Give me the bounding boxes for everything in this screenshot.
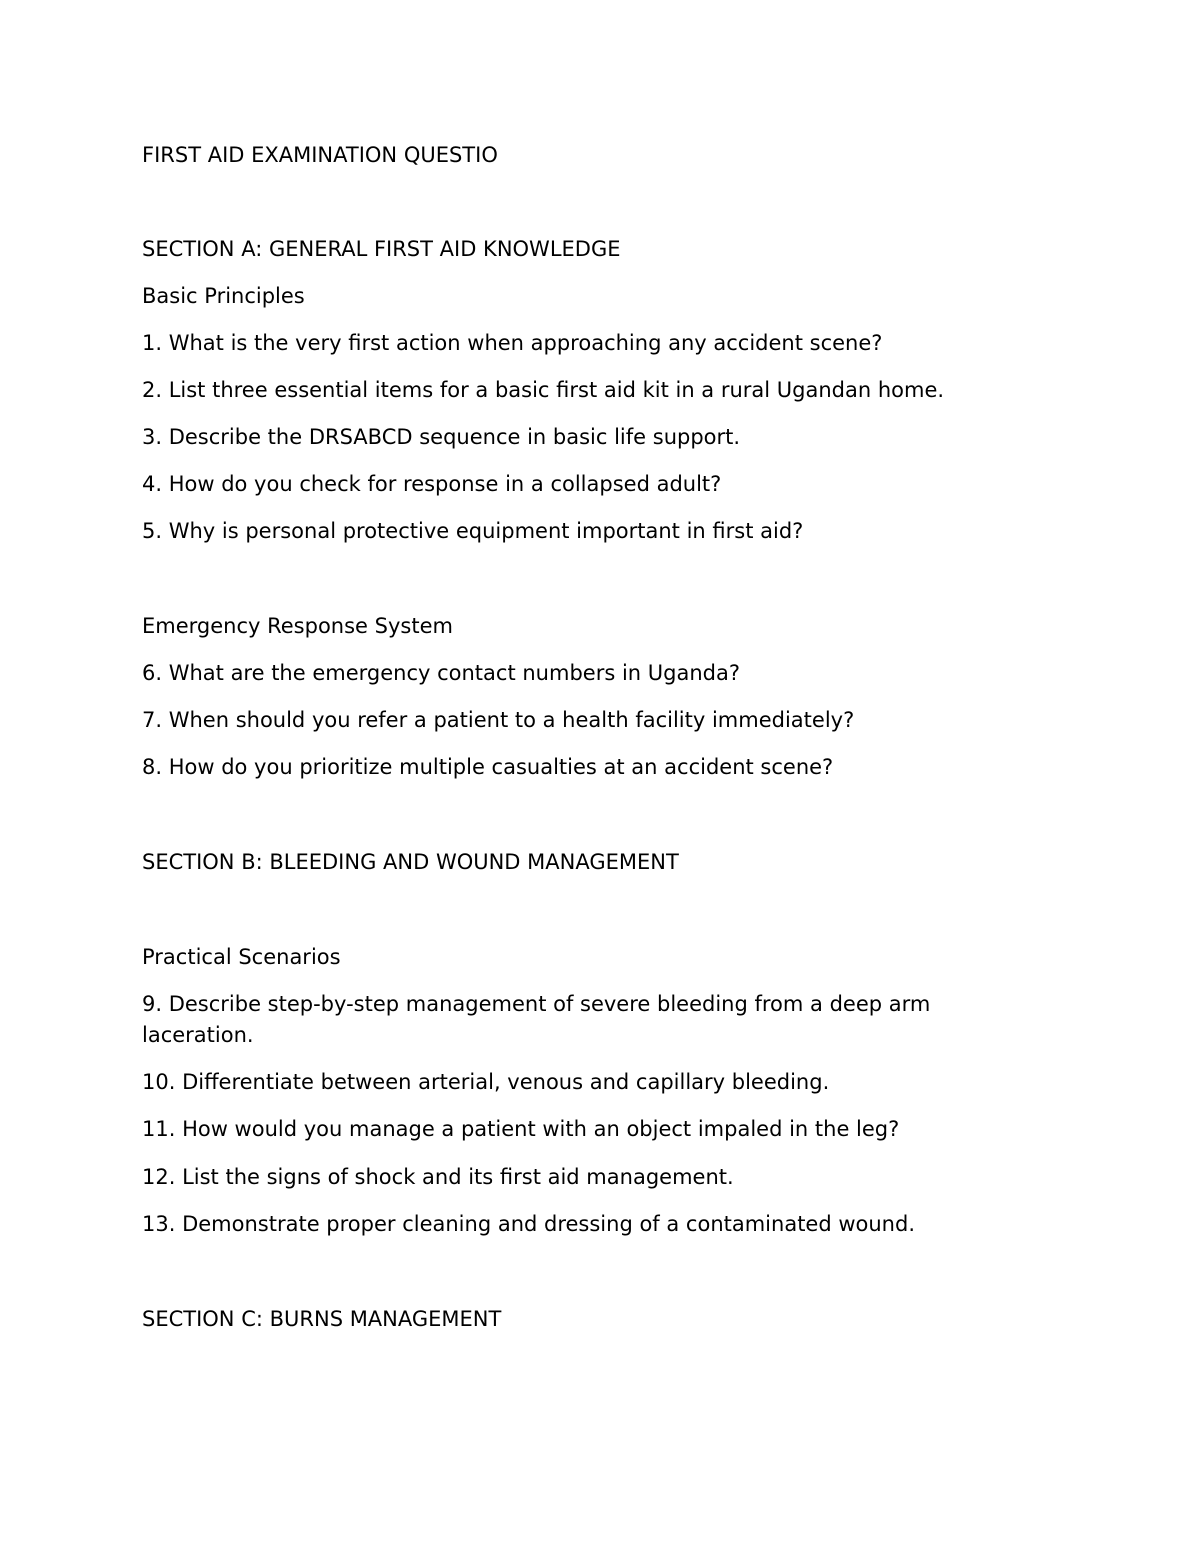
question-11: 11. How would you manage a patient with an object impaled in the leg?: [142, 1117, 900, 1141]
section-c-heading: SECTION C: BURNS MANAGEMENT: [142, 1307, 502, 1331]
document-title: FIRST AID EXAMINATION QUESTIO: [142, 143, 498, 167]
question-10: 10. Differentiate between arterial, venous and capillary bleeding.: [142, 1070, 830, 1094]
basic-principles-subheading: Basic Principles: [142, 284, 305, 308]
question-8: 8. How do you prioritize multiple casualties at an accident scene?: [142, 755, 834, 779]
question-12: 12. List the signs of shock and its first aid management.: [142, 1165, 734, 1189]
question-5: 5. Why is personal protective equipment important in first aid?: [142, 519, 804, 543]
question-6: 6. What are the emergency contact numbers in Uganda?: [142, 661, 740, 685]
section-a-heading: SECTION A: GENERAL FIRST AID KNOWLEDGE: [142, 237, 621, 261]
question-1: 1. What is the very first action when approaching any accident scene?: [142, 331, 883, 355]
emergency-response-subheading: Emergency Response System: [142, 614, 453, 638]
section-b-heading: SECTION B: BLEEDING AND WOUND MANAGEMENT: [142, 850, 679, 874]
question-3: 3. Describe the DRSABCD sequence in basic life support.: [142, 425, 741, 449]
question-13: 13. Demonstrate proper cleaning and dressing of a contaminated wound.: [142, 1212, 916, 1236]
question-7: 7. When should you refer a patient to a health facility immediately?: [142, 708, 855, 732]
practical-scenarios-subheading: Practical Scenarios: [142, 945, 341, 969]
question-4: 4. How do you check for response in a collapsed adult?: [142, 472, 722, 496]
question-9: 9. Describe step-by-step management of severe bleeding from a deep arm laceration.: [142, 992, 931, 1047]
question-2: 2. List three essential items for a basic first aid kit in a rural Ugandan home.: [142, 378, 945, 402]
